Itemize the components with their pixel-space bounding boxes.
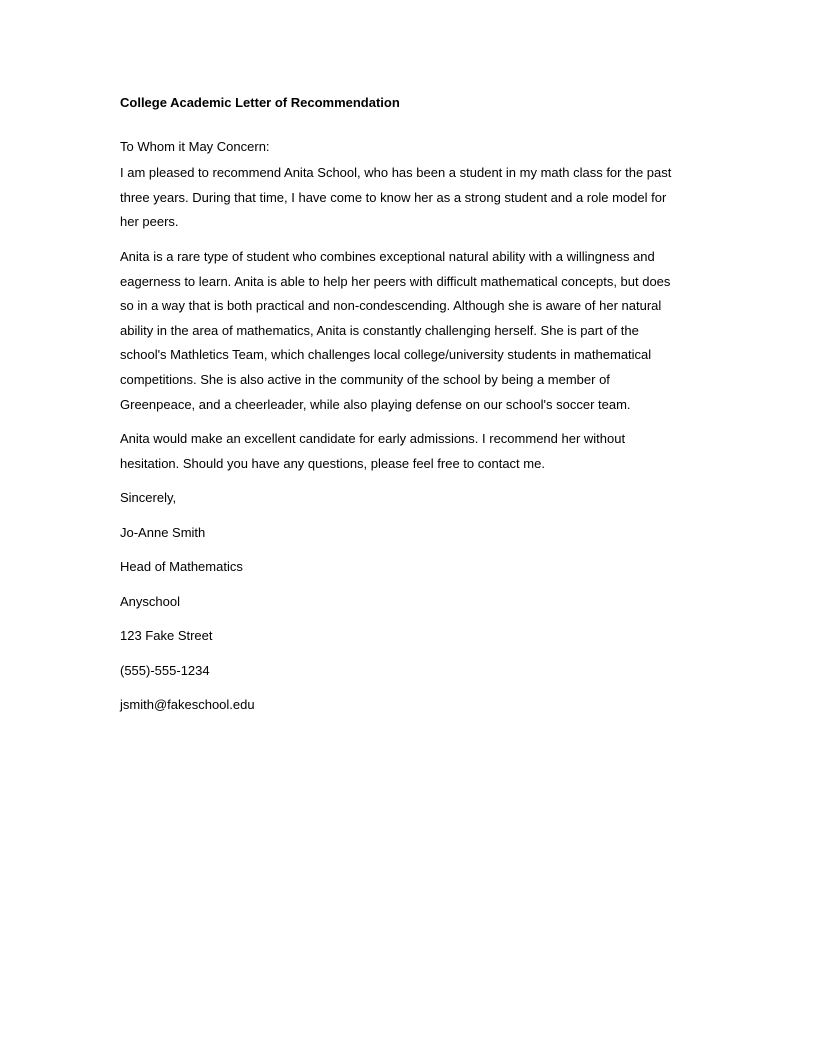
paragraph-3 (120, 427, 690, 476)
paragraph-line: her peers. (120, 214, 179, 230)
paragraph-line: ability in the area of mathematics, Anita is constantly challenging herself. She is part of the (120, 322, 639, 338)
paragraph-line: Anita is a rare type of student who combines exceptional natural ability with a willingness and (120, 249, 655, 264)
salutation: To Whom it May Concern: (120, 139, 270, 154)
paragraph-line: so in a way that is both practical and non-condescending. Although she is aware of her natural (120, 298, 662, 314)
document-title: College Academic Letter of Recommendation (120, 95, 400, 110)
paragraph-line: school's Mathletics Team, which challenges local college/university students in mathematical (120, 347, 652, 363)
paragraph-line: hesitation. Should you have any questions, please feel free to contact me. (120, 455, 545, 471)
paragraph-1 (120, 161, 690, 235)
paragraph-line: Greenpeace, and a cheerleader, while also playing defense on our school's soccer team. (120, 396, 631, 412)
signature-name: Jo-Anne Smith (120, 525, 206, 540)
paragraph-line: competitions. She is also active in the community of the school by being a member of (120, 371, 610, 387)
paragraph-2 (120, 245, 690, 417)
paragraph-line: eagerness to learn. Anita is able to help her peers with difficult mathematical concepts, but does (120, 273, 671, 289)
signature-email: jsmith@fakeschool.edu (120, 697, 255, 712)
signature-address: 123 Fake Street (120, 628, 213, 643)
signature-position: Head of Mathematics (120, 559, 243, 574)
paragraph-line: three years. During that time, I have come to know her as a strong student and a role model for (120, 189, 667, 205)
signature-phone: (555)-555-1234 (120, 663, 210, 678)
paragraph-line: Anita would make an excellent candidate for early admissions. I recommend her without (120, 431, 626, 446)
closing: Sincerely, (120, 490, 177, 505)
paragraph-line: I am pleased to recommend Anita School, who has been a student in my math class for the past (120, 165, 672, 180)
signature-school: Anyschool (120, 594, 180, 609)
